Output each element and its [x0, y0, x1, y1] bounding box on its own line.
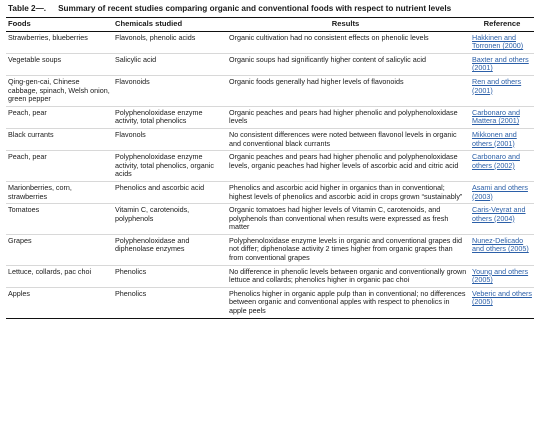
cell-foods: Strawberries, blueberries — [6, 31, 113, 53]
cell-results: Organic soups had significantly higher content of salicylic acid — [221, 53, 470, 75]
cell-chemicals: Phenolics — [113, 287, 221, 318]
table-row — [6, 287, 534, 318]
cell-foods: Grapes — [6, 234, 113, 265]
header-foods: Foods — [8, 19, 31, 28]
cell-chemicals: Flavonols, phenolic acids — [113, 31, 221, 53]
table-row — [6, 128, 534, 150]
cell-chemicals: Phenolics and ascorbic acid — [113, 181, 221, 203]
cell-chemicals: Phenolics — [113, 265, 221, 287]
cell-results: Polyphenoloxidase enzyme levels in organic and conventional grapes did not differ; diphenolase activity 2 times higher from organic grapes than from conventional grapes — [221, 234, 470, 265]
reference-link[interactable]: Baxter and others (2001) — [470, 53, 534, 75]
table-row — [6, 181, 534, 203]
cell-foods: Marionberries, corn, strawberries — [6, 181, 113, 203]
table-row — [6, 151, 534, 182]
reference-link[interactable]: Ren and others (2001) — [470, 75, 534, 106]
cell-chemicals: Polyphenoloxidase and diphenolase enzymes — [113, 234, 221, 265]
cell-foods: Apples — [6, 287, 113, 318]
cell-results: Phenolics higher in organic apple pulp than in conventional; no differences between organic and conventional apples with respect to phenolics in apple peels — [221, 287, 470, 318]
table-body — [6, 31, 534, 318]
table-row — [6, 75, 534, 106]
cell-foods: Vegetable soups — [6, 53, 113, 75]
cell-results: Phenolics and ascorbic acid higher in organics than in conventional; highest levels of phenolics and ascorbic acid in crops grown “sustainably” — [221, 181, 470, 203]
cell-foods: Black currants — [6, 128, 113, 150]
table-row — [6, 31, 534, 53]
table-row — [6, 204, 534, 235]
cell-results: Organic cultivation had no consistent effects on phenolic levels — [221, 31, 470, 53]
reference-link[interactable]: Asami and others (2003) — [470, 181, 534, 203]
table-label: Table 2—. — [8, 4, 47, 13]
reference-link[interactable]: Caris-Veyrat and others (2004) — [470, 204, 534, 235]
cell-results: No difference in phenolic levels between organic and conventionally grown lettuce and collards; phenolics higher in organic pac choi — [221, 265, 470, 287]
header-results: Results — [331, 19, 360, 28]
table-header — [6, 18, 534, 32]
table-title: Summary of recent studies comparing organic and conventional foods with respect to nutrient levels — [58, 4, 452, 13]
cell-foods: Qing-gen-cai, Chinese cabbage, spinach, Welsh onion, green pepper — [6, 75, 113, 106]
cell-results: Organic peaches and pears had higher phenolic and polyphenoloxidase levels, organic peaches had higher levels of ascorbic acid and citric acid — [221, 151, 470, 182]
summary-table — [6, 17, 534, 319]
reference-link[interactable]: Carbonaro and others (2002) — [470, 151, 534, 182]
reference-link[interactable]: Nunez-Delicado and others (2005) — [470, 234, 534, 265]
table-row — [6, 265, 534, 287]
cell-chemicals: Flavonoids — [113, 75, 221, 106]
header-chemicals: Chemicals studied — [115, 19, 183, 28]
cell-foods: Tomatoes — [6, 204, 113, 235]
reference-link[interactable]: Hakkinen and Torronen (2000) — [470, 31, 534, 53]
header-row — [6, 18, 534, 32]
table-row — [6, 234, 534, 265]
table-row — [6, 106, 534, 128]
reference-link[interactable]: Veberic and others (2005) — [470, 287, 534, 318]
cell-results: Organic tomatoes had higher levels of Vitamin C, carotenoids, and polyphenols than conventional when results were expressed as fresh matter — [221, 204, 470, 235]
reference-link[interactable]: Carbonaro and Mattera (2001) — [470, 106, 534, 128]
cell-chemicals: Vitamin C, carotenoids, polyphenols — [113, 204, 221, 235]
cell-chemicals: Polyphenoloxidase enzyme activity, total phenolics, organic acids — [113, 151, 221, 182]
cell-chemicals: Polyphenoloxidase enzyme activity, total phenolics — [113, 106, 221, 128]
cell-results: Organic peaches and pears had higher phenolic and polyphenoloxidase levels — [221, 106, 470, 128]
reference-link[interactable]: Young and others (2005) — [470, 265, 534, 287]
cell-results: No consistent differences were noted between flavonol levels in organic and conventional black currants — [221, 128, 470, 150]
table-row — [6, 53, 534, 75]
cell-chemicals: Flavonols — [113, 128, 221, 150]
cell-foods: Lettuce, collards, pac choi — [6, 265, 113, 287]
cell-foods: Peach, pear — [6, 151, 113, 182]
table-caption — [8, 3, 534, 14]
header-reference: Reference — [483, 19, 521, 28]
reference-link[interactable]: Mikkonen and others (2001) — [470, 128, 534, 150]
cell-results: Organic foods generally had higher levels of flavonoids — [221, 75, 470, 106]
cell-chemicals: Salicylic acid — [113, 53, 221, 75]
cell-foods: Peach, pear — [6, 106, 113, 128]
